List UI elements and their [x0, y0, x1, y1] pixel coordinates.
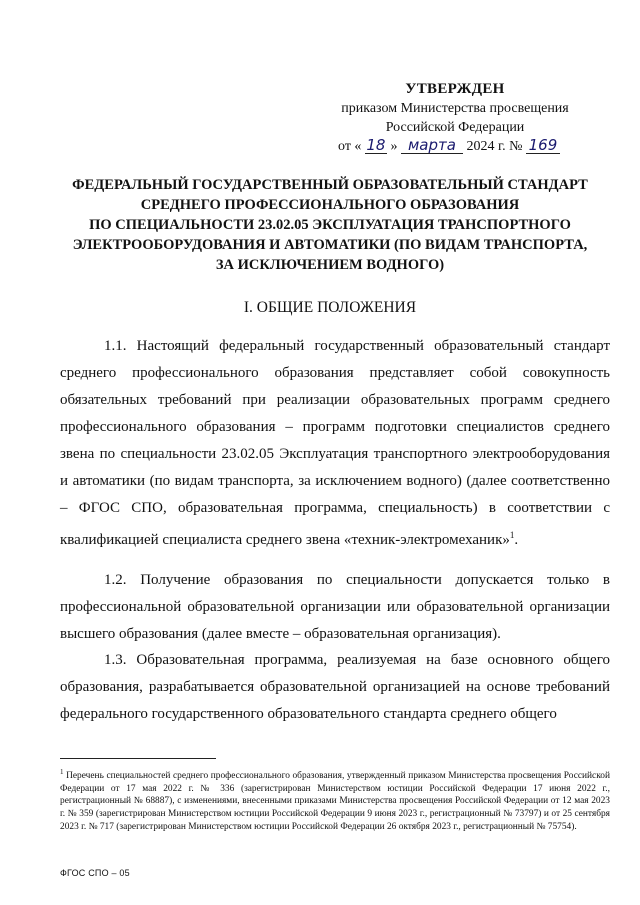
footnote	[60, 766, 610, 833]
paragraph-1-3-text: 1.3. Образовательная программа, реализуемая на базе основного общего образования, разрабатывается образовательной организацией на основе требований федерального государственного образовательного стандарта среднего общего	[60, 652, 610, 722]
date-prefix: от «	[338, 139, 362, 154]
date-suffix: 2024 г. №	[466, 139, 523, 154]
handwritten-order-number: 169	[526, 137, 560, 154]
approval-line-1: приказом Министерства просвещения	[341, 101, 569, 116]
standard-title-line-4: ЭЛЕКТРООБОРУДОВАНИЯ И АВТОМАТИКИ (ПО ВИДАМ ТРАНСПОРТА,	[72, 237, 588, 253]
section-heading: I. ОБЩИЕ ПОЛОЖЕНИЯ	[243, 299, 417, 316]
approval-title: УТВЕРЖДЕН	[405, 81, 505, 97]
footnote-divider	[60, 758, 216, 759]
paragraph-1-2	[60, 567, 610, 648]
approval-block	[320, 80, 590, 156]
handwritten-month: марта	[401, 137, 463, 154]
footnote-text: Перечень специальностей среднего профессионального образования, утвержденный приказом Министерства просвещения Российской Федерации от 17 мая 2022 г. № 336 (зарегистрирован Министерством юстиции Российской Федерации 17 июня 2022 г., регистрационный № 68887), с изменениями, внесенными приказами Министерства просвещения Российской Федерации от 12 мая 2023 г. № 359 (зарегистрирован Министерством юстиции Российской Федерации 9 июня 2023 г., регистрационный № 73797) и от 25 сентября 2023 г. № 717 (зарегистрирован Министерством юстиции Российской Федерации 26 октября 2023 г., регистрационный № 75754).	[60, 771, 610, 832]
handwritten-day: 18	[366, 136, 386, 154]
page-footer: ФГОС СПО – 05	[60, 868, 130, 878]
standard-title	[60, 175, 600, 275]
approval-line-2: Российской Федерации	[385, 120, 525, 135]
paragraph-1-1-end: .	[514, 532, 519, 548]
footnote-marker: 1	[60, 768, 64, 776]
paragraph-1-1-text: 1.1. Настоящий федеральный государственный образовательный стандарт среднего профессионального образования представляет собой совокупность обязательных требований при реализации образовательных программ среднего профессионального образования – программ подготовки специалистов среднего звена по специальности 23.02.05 Эксплуатация транспортного электрооборудования и автоматики (по видам транспорта, за исключением водного) (далее соответственно – ФГОС СПО, образовательная программа, специальность) в соответствии с квалификацией специалиста среднего звена «техник-электромеханик»	[60, 338, 610, 548]
date-mid: »	[390, 139, 398, 154]
footnote-reference[interactable]: 1	[509, 530, 515, 540]
paragraph-1-1	[60, 333, 610, 554]
approval-date-line	[320, 137, 590, 156]
standard-title-line-5: ЗА ИСКЛЮЧЕНИЕМ ВОДНОГО)	[215, 257, 445, 273]
standard-title-line-2: СРЕДНЕГО ПРОФЕССИОНАЛЬНОГО ОБРАЗОВАНИЯ	[140, 197, 520, 213]
standard-title-line-3: ПО СПЕЦИАЛЬНОСТИ 23.02.05 ЭКСПЛУАТАЦИЯ ТРАНСПОРТНОГО	[89, 217, 571, 233]
paragraph-1-2-text: 1.2. Получение образования по специальности допускается только в профессиональной образовательной организации или образовательной организации высшего образования (далее вместе – образовательная организация).	[60, 572, 610, 642]
paragraph-1-3	[60, 647, 610, 728]
standard-title-line-1: ФЕДЕРАЛЬНЫЙ ГОСУДАРСТВЕННЫЙ ОБРАЗОВАТЕЛЬНЫЙ СТАНДАРТ	[72, 177, 588, 193]
